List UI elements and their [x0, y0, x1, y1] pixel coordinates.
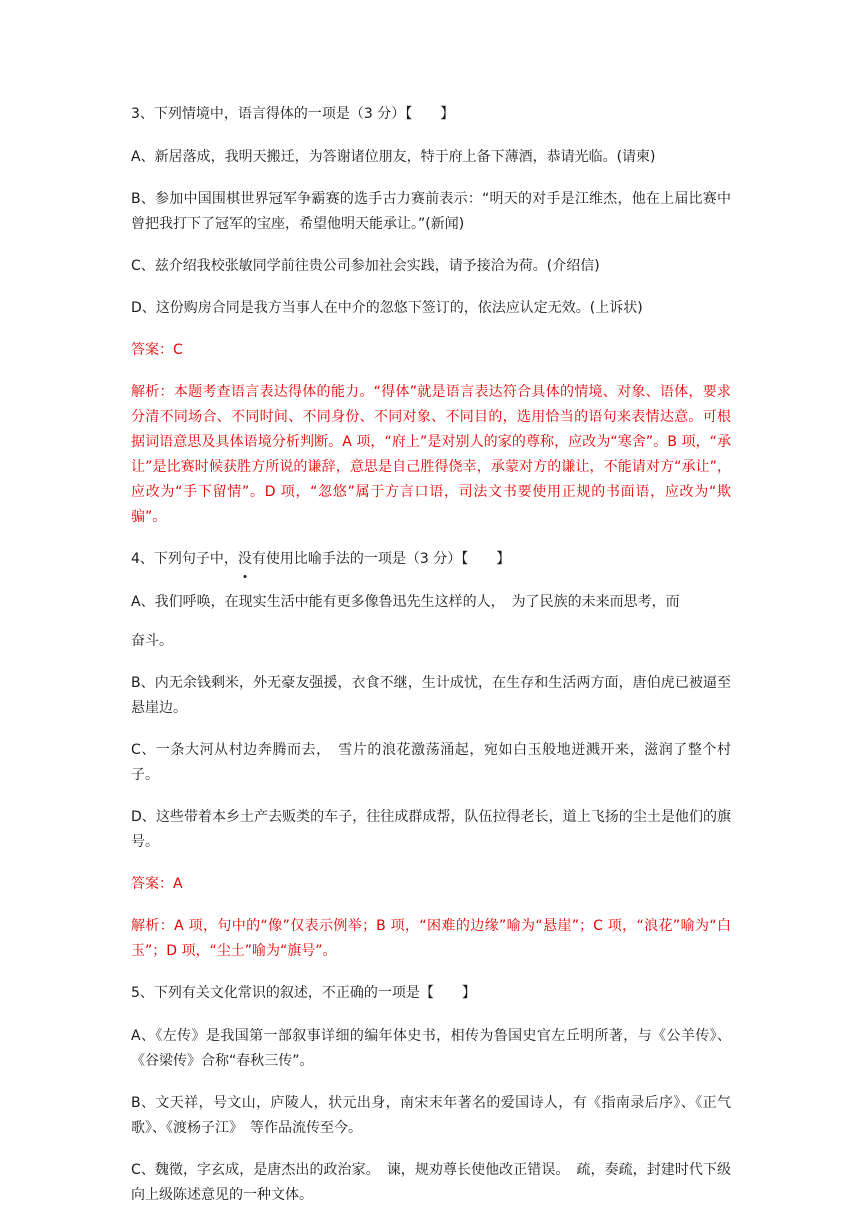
document-body: [131, 102, 731, 1225]
question-3-option-c: C、兹介绍我校张敏同学前往贵公司参加社会实践，请予接洽为荷。(介绍信): [131, 258, 600, 274]
question-5-option-c: C、魏徵，字玄成，是唐杰出的政治家。 谏，规劝尊长使他改正错误。 疏，奏疏，封建时代下级向上级陈述意见的一种文体。: [131, 1162, 731, 1203]
question-5-option-a: A、《左传》是我国第一部叙事详细的编年体史书，相传为鲁国史官左丘明所著，与《公羊传》、《谷梁传》合称“春秋三传”。: [131, 1028, 731, 1069]
question-3-option-d: D、这份购房合同是我方当事人在中介的忽悠下签订的，依法应认定无效。(上诉状): [131, 300, 643, 316]
question-4-option-b: B、内无余钱剩米，外无豪友强援，衣食不继，生计成忧，在生存和生活两方面，唐伯虎已被逼至悬崖边。: [131, 675, 731, 716]
question-4-option-a-continued: 奋斗。: [131, 633, 173, 649]
question-4-option-a: A、我们呼唤，在现实生活中能有更多像鲁迅先生这样的人， 为了民族的未来而思考，而: [131, 594, 680, 610]
question-4-option-d: D、这些带着本乡土产去贩类的车子，往往成群成帮，队伍拉得老长，道上飞扬的尘土是他们的旗号。: [131, 809, 731, 850]
question-3-analysis: 解析：本题考查语言表达得体的能力。“得体”就是语言表达符合具体的情境、对象、语体，要求分清不同场合、不同时间、不同身份、不同对象、不同目的，选用恰当的语句来表情达意。可根据词语意思及具体语境分析判断。A 项，“府上”是对别人的家的尊称，应改为“寒舍”。B 项，“承让”是比赛时候获胜方所说的谦辞，意思是自己胜得侥幸，承蒙对方的谦让，不能请对方“承让”，应改为“手下留情”。D 项，“忽悠”属于方言口语，司法文书要使用正规的书面语，应改为“欺骗”。: [131, 384, 731, 525]
question-5-stem: 5、下列有关文化常识的叙述，不正确的一项是【 】: [131, 985, 476, 1001]
question-4-stem: [131, 547, 731, 572]
question-5-option-b: B、文天祥，号文山，庐陵人，状元出身，南宋末年著名的爱国诗人，有《指南录后序》、《正气歌》、《渡杨子江》 等作品流传至今。: [131, 1095, 731, 1136]
question-3-stem: 3、下列情境中，语言得体的一项是（3 分）【 】: [131, 106, 455, 122]
question-4-stem-post: 有使用比喻手法的一项是（3 分）【 】: [251, 551, 511, 567]
question-4-option-c: C、一条大河从村边奔腾而去， 雪片的浪花激荡涌起，宛如白玉般地迸溅开来，滋润了整个村子。: [131, 742, 731, 783]
question-4-stem-pre: 4、下列句子中，: [131, 551, 238, 567]
question-4-answer: 答案：A: [131, 876, 183, 892]
question-3-answer: 答案：C: [131, 342, 183, 358]
question-4-analysis: 解析：A 项，句中的“像”仅表示例举；B 项，“困难的边缘”喻为“悬崖”；C 项，“浪花”喻为“白玉”；D 项，“尘土”喻为“旗号”。: [131, 918, 731, 959]
emphasis-dot-char: 没: [238, 547, 252, 572]
question-3-option-a: A、新居落成，我明天搬迁，为答谢诸位朋友，特于府上备下薄酒，恭请光临。(请柬): [131, 149, 656, 165]
question-3-option-b: B、参加中国围棋世界冠军争霸赛的选手古力赛前表示：“明天的对手是江维杰，他在上届比赛中曾把我打下了冠军的宝座，希望他明天能承让。”(新闻): [131, 191, 731, 232]
